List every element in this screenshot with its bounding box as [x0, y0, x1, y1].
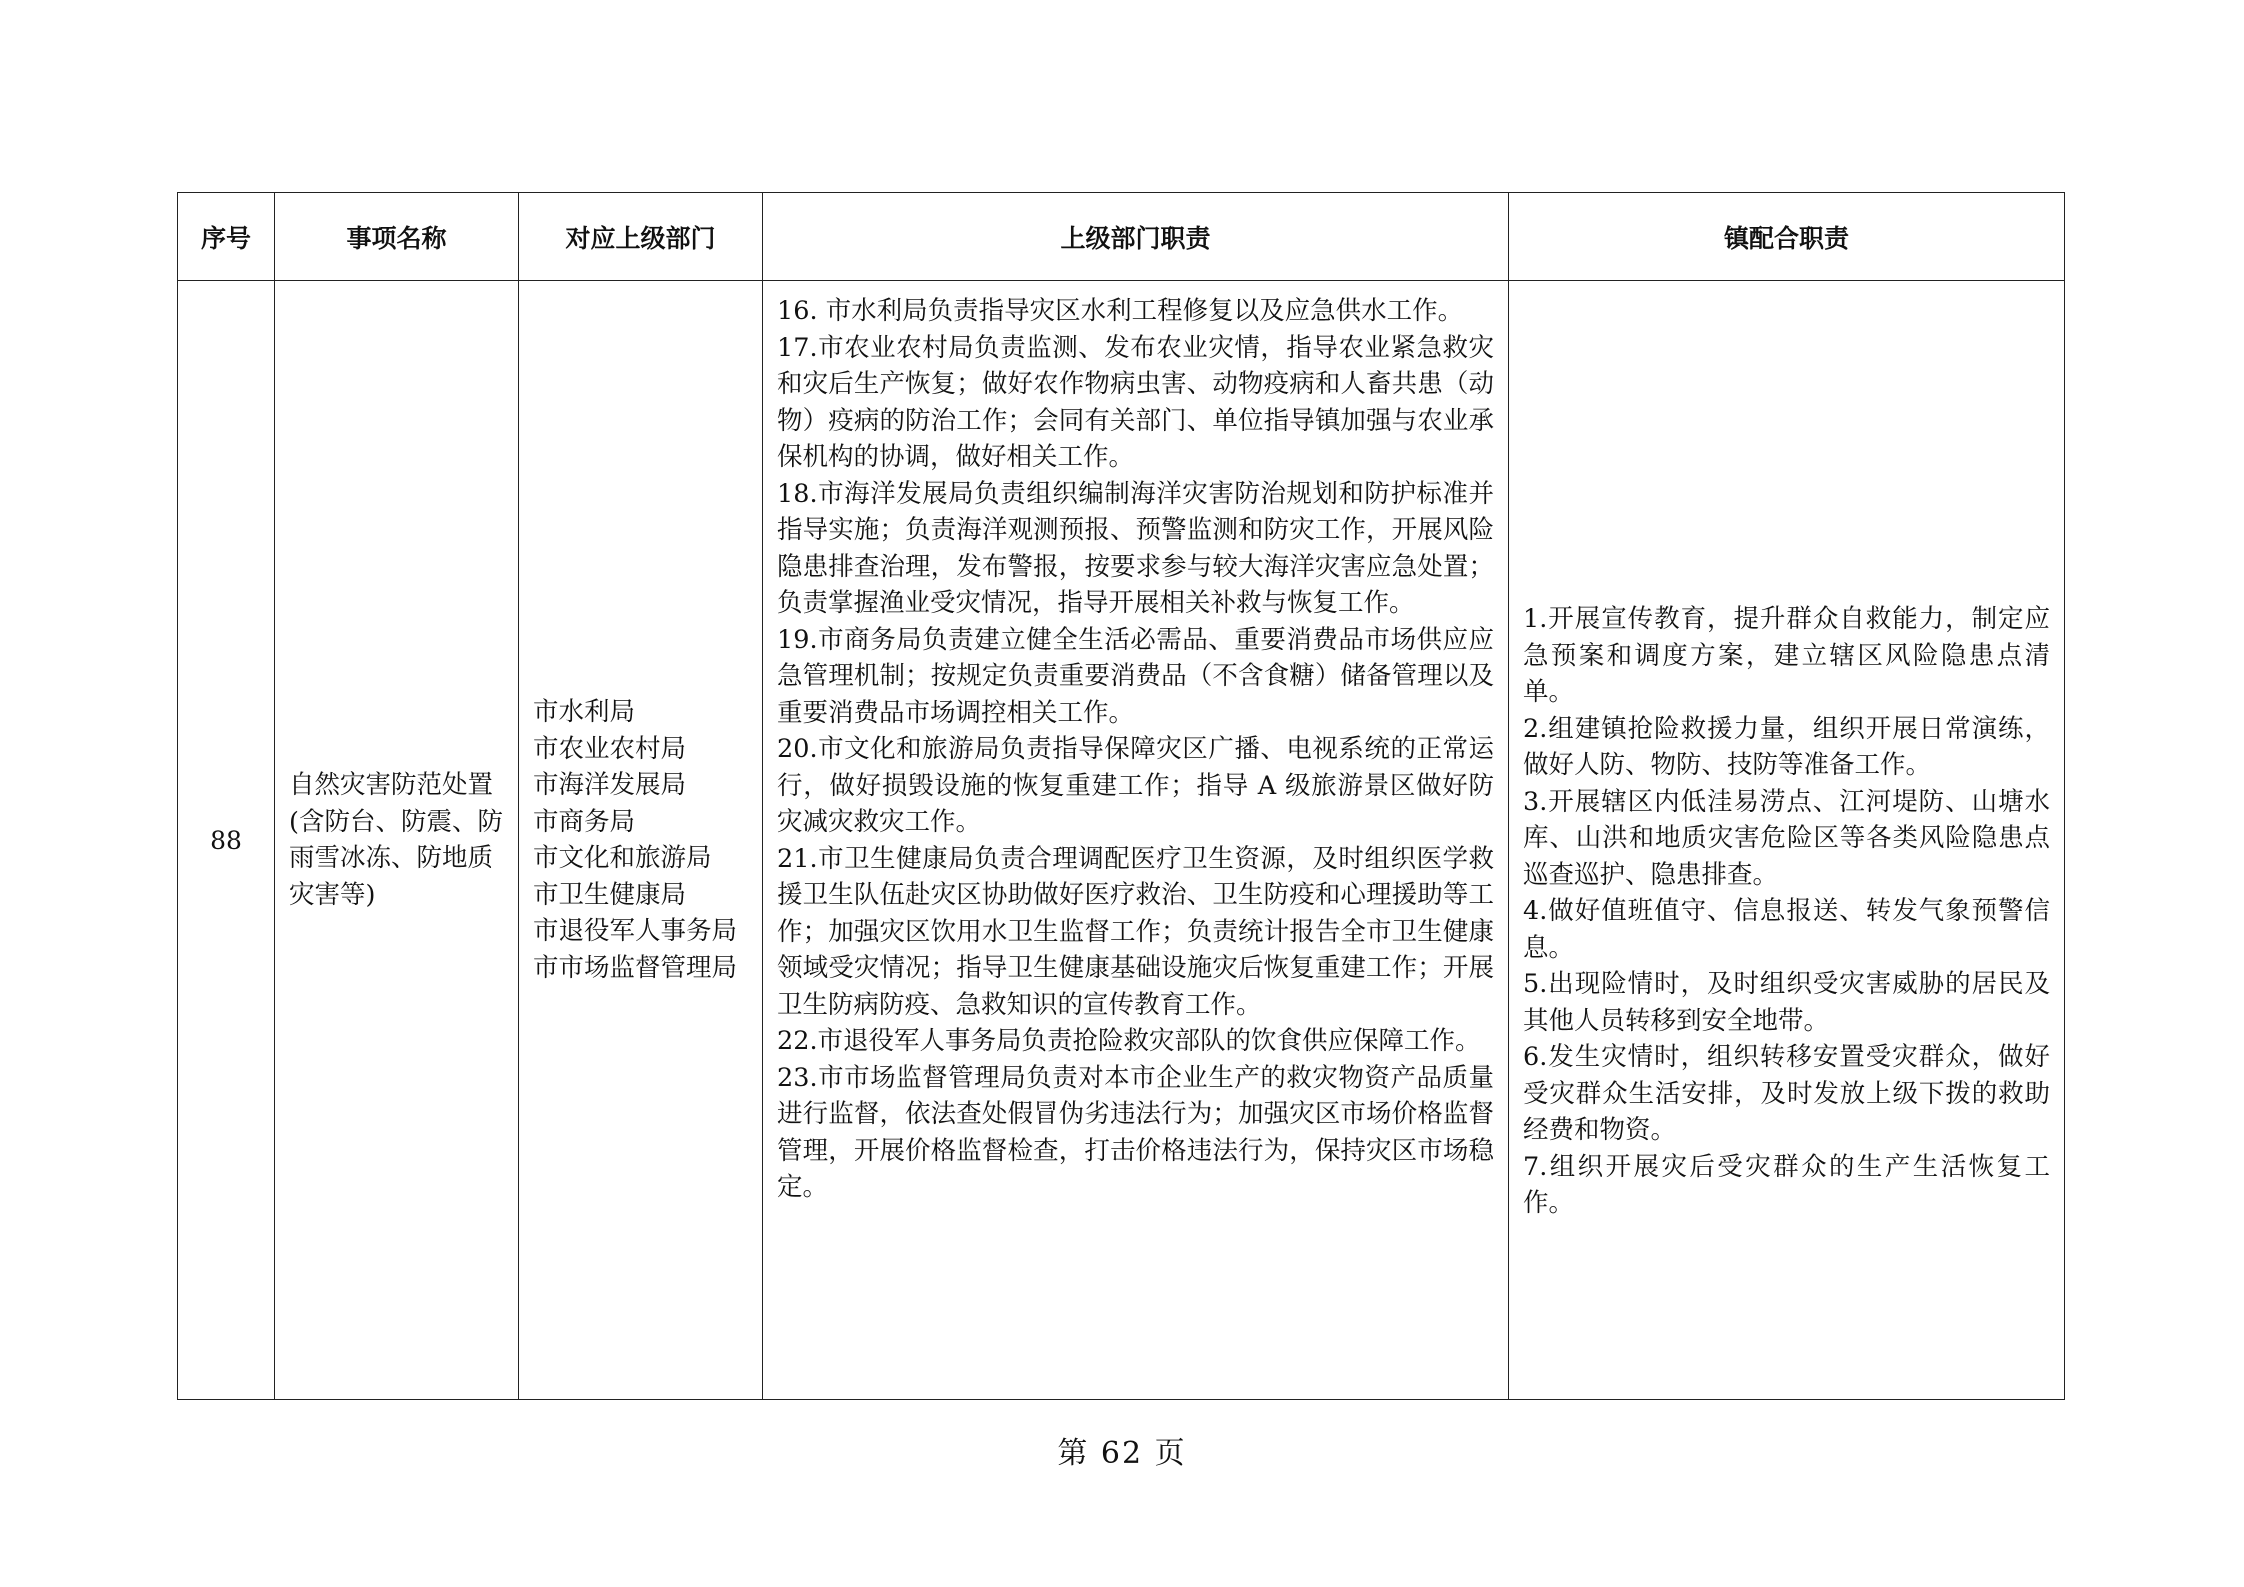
upper-duty-item: 19.市商务局负责建立健全生活必需品、重要消费品市场供应应急管理机制；按规定负责重要消费品（不含食糖）储备管理以及重要消费品市场调控相关工作。 [777, 624, 1494, 728]
department-item: 市文化和旅游局 [533, 843, 712, 873]
department-item: 市水利局 [533, 697, 636, 727]
town-duty-item: 7.组织开展灾后受灾群众的生产生活恢复工作。 [1523, 1151, 2050, 1218]
upper-duty-item: 16. 市水利局负责指导灾区水利工程修复以及应急供水工作。 [777, 296, 1464, 326]
header-upper-department: 对应上级部门 [519, 193, 763, 281]
department-item: 市卫生健康局 [533, 879, 687, 910]
header-item-name: 事项名称 [275, 193, 519, 281]
department-item: 市农业农村局 [533, 733, 687, 764]
department-list [519, 281, 763, 1400]
table-row [178, 281, 2065, 1400]
department-item: 市市场监督管理局 [533, 952, 738, 983]
department-item: 市海洋发展局 [533, 770, 687, 800]
header-upper-duties: 上级部门职责 [763, 193, 1509, 281]
item-name: 自然灾害防范处置(含防台、防震、防雨雪冰冻、防地质灾害等) [275, 281, 519, 1400]
department-item: 市商务局 [533, 806, 636, 837]
row-number: 88 [178, 281, 275, 1400]
town-duty-item: 4.做好值班值守、信息报送、转发气象预警信息。 [1523, 896, 2050, 963]
town-duties-list [1509, 281, 2065, 1400]
upper-duty-item: 21.市卫生健康局负责合理调配医疗卫生资源，及时组织医学救援卫生队伍赴灾区协助做好医疗救治、卫生防疫和心理援助等工作；加强灾区饮用水卫生监督工作；负责统计报告全市卫生健康领域受灾情况；指导卫生健康基础设施灾后恢复重建工作；开展卫生防病防疫、急救知识的宣传教育工作。 [777, 843, 1494, 1020]
town-duty-item: 5.出现险情时，及时组织受灾害威胁的居民及其他人员转移到安全地带。 [1523, 969, 2050, 1036]
page-number: 第 62 页 [1057, 1436, 1187, 1471]
upper-duty-item: 17.市农业农村局负责监测、发布农业灾情，指导农业紧急救灾和灾后生产恢复；做好农作物病虫害、动物疫病和人畜共患（动物）疫病的防治工作；会同有关部门、单位指导镇加强与农业承保机构的协调，做好相关工作。 [777, 332, 1494, 472]
header-number: 序号 [178, 193, 275, 281]
header-town-duties: 镇配合职责 [1509, 193, 2065, 281]
duties-table [177, 192, 2065, 1400]
upper-duty-item: 22.市退役军人事务局负责抢险救灾部队的饮食供应保障工作。 [777, 1026, 1481, 1056]
upper-duty-item: 23.市市场监督管理局负责对本市企业生产的救灾物资产品质量进行监督，依法查处假冒伪劣违法行为；加强灾区市场价格监督管理，开展价格监督检查，打击价格违法行为，保持灾区市场稳定。 [777, 1062, 1494, 1202]
town-duty-item: 2.组建镇抢险救援力量，组织开展日常演练，做好人防、物防、技防等准备工作。 [1523, 713, 2050, 780]
town-duty-item: 1.开展宣传教育，提升群众自救能力，制定应急预案和调度方案，建立辖区风险隐患点清单。 [1523, 604, 2050, 707]
town-duty-item: 3.开展辖区内低洼易涝点、江河堤防、山塘水库、山洪和地质灾害危险区等各类风险隐患点巡查巡护、隐患排查。 [1523, 786, 2050, 890]
table-header-row [178, 193, 2065, 281]
department-item: 市退役军人事务局 [533, 916, 738, 946]
upper-duty-item: 20.市文化和旅游局负责指导保障灾区广播、电视系统的正常运行，做好损毁设施的恢复重建工作；指导 A 级旅游景区做好防灾减灾救灾工作。 [777, 734, 1494, 837]
upper-duties-list [763, 281, 1509, 1400]
town-duty-item: 6.发生灾情时，组织转移安置受灾群众，做好受灾群众生活安排，及时发放上级下拨的救助经费和物资。 [1523, 1042, 2050, 1145]
upper-duty-item: 18.市海洋发展局负责组织编制海洋灾害防治规划和防护标准并指导实施；负责海洋观测预报、预警监测和防灾工作，开展风险隐患排查治理，发布警报，按要求参与较大海洋灾害应急处置；负责掌握渔业受灾情况，指导开展相关补救与恢复工作。 [777, 478, 1494, 618]
